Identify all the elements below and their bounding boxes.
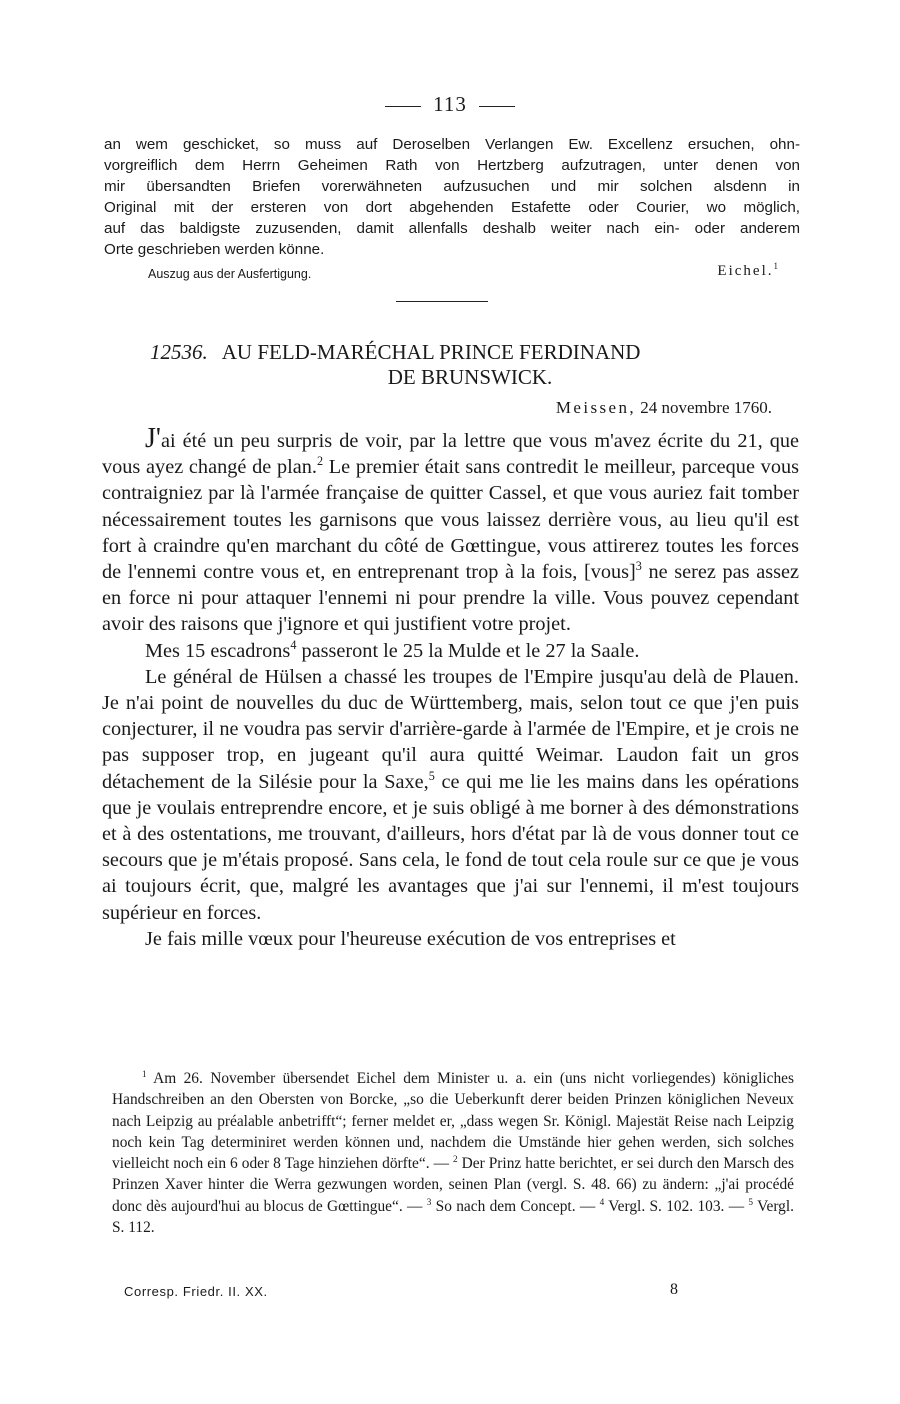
letter-date-text: 24 novembre 1760.	[640, 398, 772, 417]
page-number: 113	[433, 92, 467, 116]
footnote-text: So nach dem Concept. —	[431, 1197, 600, 1215]
footnote-block	[112, 1068, 794, 1238]
letter-title-line-1	[150, 340, 750, 365]
footnote-number: 3	[426, 1196, 432, 1207]
continuation-line: Original mit der ersteren von dort abgehenden Estafette oder Courier, wo möglich,	[104, 199, 800, 216]
paragraph-text: ce qui me lie les mains dans les opérations que je voulais entreprendre encore, et je suis obligé à me borner à des démonstrations et à des ostentations, me trouvant, d'ailleurs, hors d'état par là de vous donner tout ce secours que je m'étais proposé. Sans cela, le fond de tout cela roule sur ce que je vous ai toujours écrit, que, malgré les avantages que j'ai sur l'ennemi, il m'est toujours supérieur en forces.	[102, 770, 799, 924]
letter-title-line-2: DE BRUNSWICK.	[387, 365, 553, 389]
paragraph	[102, 664, 799, 926]
footnotes	[112, 1068, 794, 1238]
continuation-line: Orte geschrieben werden könne.	[104, 241, 325, 258]
signature	[717, 263, 780, 280]
footnote-ref: 3	[635, 559, 642, 574]
paragraph	[102, 638, 799, 664]
footnote-number: 2	[453, 1154, 458, 1165]
sheet-number: 8	[670, 1281, 678, 1298]
footnote-text: Der Prinz hatte berichtet, er sei durch den Marsch des Prinzen Xaver hinter die Werra gezwungen worden, seinen Plan (vergl. S. 48. 66) zu ändern: „j'ai procédé donc dès aujourd'hui au blocus de Gœttingue“. —	[112, 1155, 794, 1215]
letter-place: Meissen,	[555, 398, 637, 417]
header-dash-right	[479, 106, 515, 107]
signature-name: Eichel.	[717, 263, 774, 279]
page-header	[0, 92, 900, 117]
paragraph-text: Le premier était sans contredit le meilleur, parceque vous contraigniez par là l'armée française de quitter Cassel, et que vous auriez fait tomber nécessairement toutes les garnisons que vous laissez derrière vous, au lieu qu'il est fort à craindre qu'en marchant du côté de Gœttingue, vous attirerez toutes les forces de l'ennemi contre vous et, en entreprenant trop à la fois, [vous]	[102, 456, 799, 584]
section-divider	[396, 301, 488, 302]
footnote-number: 1	[142, 1068, 147, 1079]
letter-body	[102, 423, 799, 952]
footnote-number: 4	[599, 1196, 605, 1207]
footnote-ref: 4	[290, 637, 297, 652]
continuation-line: mir übersandten Briefen vorerwähneten aufzusuchen und mir solchen alsdenn in	[104, 178, 800, 195]
paragraph-text: Mes 15 escadrons	[145, 639, 291, 662]
letter-title	[150, 340, 750, 390]
letter-number: 12536.	[150, 340, 208, 364]
footnote-text: Am 26. November übersendet Eichel dem Minister u. a. ein (uns nicht vorliegendes) königliches Handschreiben an den Obersten von Borcke, „so die Ueberkunft derer beiden Prinzen königlichen Neveux nach Leipzig au préalable anbetrifft“; ferner meldet er, „dass wegen Sr. Königl. Majestät Reise nach Leipzig noch kein Tag determiniret werden können und, nachdem die Umstände hier gehen werden, sich solches vielleicht noch ein 6 oder 8 Tage hinziehen dörfte“. —	[112, 1070, 794, 1173]
letter-date	[556, 398, 772, 418]
paragraph-text: J'ai été un peu surpris de voir, par la lettre que vous m'avez écrite du 21, que vous ayez changé de plan.	[102, 423, 799, 479]
source-note: Auszug aus der Ausfertigung.	[148, 267, 312, 281]
paragraph-text: Je fais mille vœux pour l'heureuse exécution de vos entreprises et	[145, 927, 676, 950]
series-footer: Corresp. Friedr. II. XX.	[124, 1284, 268, 1299]
paragraph-text: passeront le 25 la Mulde et le 27 la Saale.	[296, 639, 640, 662]
letter-addressee: AU FELD-MARÉCHAL PRINCE FERDINAND	[221, 340, 641, 364]
paragraph	[102, 423, 799, 638]
continuation-line: an wem geschicket, so muss auf Deroselben Verlangen Ew. Excellenz ersuchen, ohn-	[104, 136, 800, 153]
header-dash-left	[385, 106, 421, 107]
continuation-text	[104, 134, 800, 260]
footnote-ref: 5	[428, 768, 435, 783]
footnote-text: Vergl. S. 112.	[112, 1197, 794, 1237]
footnote-number: 5	[748, 1196, 754, 1207]
continuation-line: vorgreiflich dem Herrn Geheimen Rath von Hertzberg aufzutragen, unter denen von	[104, 157, 800, 174]
paragraph-text: Le général de Hülsen a chassé les troupes de l'Empire jusqu'au delà de Plauen. Je n'ai point de nouvelles du duc de Württemberg, mais, selon tout ce que j'en puis conjecturer, il ne voudra pas servir d'arrière-garde à l'armée de l'Empire, et je crois ne pas supposer trop, en jugeant qu'il aura quitté Weimar. Laudon fait un gros détachement de la Silésie pour la Saxe,	[102, 665, 799, 793]
continuation-line: auf das baldigste zuzusenden, damit allenfalls deshalb weiter nach ein- oder anderem	[104, 220, 800, 237]
paragraph	[102, 926, 799, 952]
footnote-ref: 2	[316, 454, 324, 469]
paragraph-text: ne serez pas assez en force ni pour attaquer l'ennemi ni pour prendre la ville. Vous pouvez cependant avoir des raisons que j'ignore et qui justifient votre projet.	[102, 561, 799, 636]
footnote-text: Vergl. S. 102. 103. —	[604, 1197, 749, 1215]
footnote-ref: 1	[773, 261, 780, 271]
